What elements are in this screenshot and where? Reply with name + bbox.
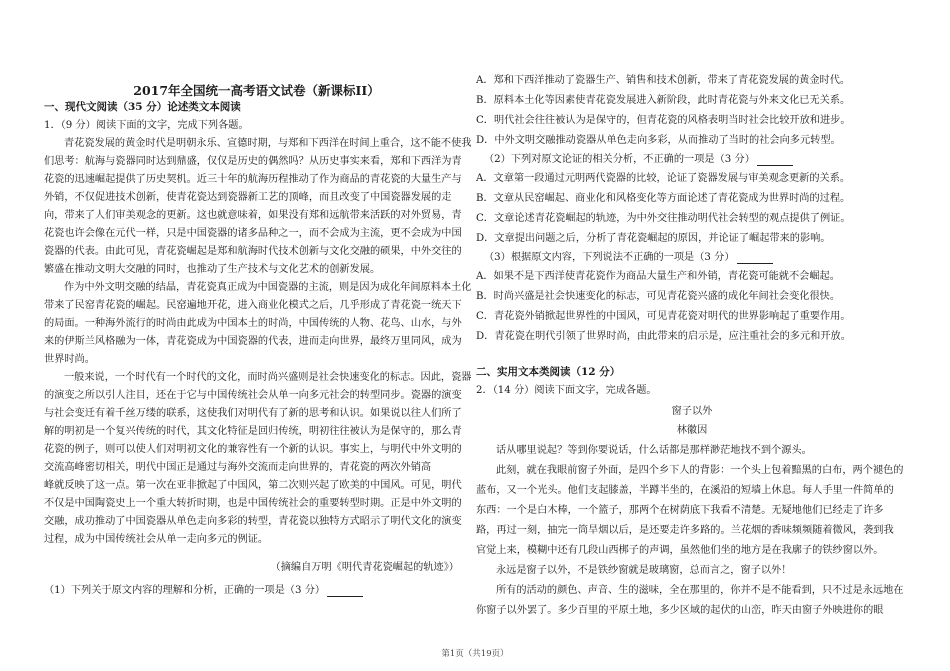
p1-line: 花瓷的迅速崛起提供了历史契机。近三十年的航海历程推动了作为商品的青花瓷的大量生产与 <box>44 174 462 185</box>
p1-line: 外销，不仅促进技术创新，使青花瓷达到瓷器新工艺的顶峰，而且改变了中国瓷器发展的走 <box>44 192 452 203</box>
p1-line: 繁盛在推动文明大交融的同时，也推动了生产技术与文化艺术的创新发展。 <box>44 264 381 275</box>
p3-line: 与社会变迁有着千丝万缕的联系，这使我们对明代有了新的思考和认识。如果说以往人们所了 <box>44 408 462 419</box>
q1-2-option-c: C．文章论述青花瓷崛起的轨迹，为中外交往推动明代社会转型的观点提供了例证。 <box>476 213 851 224</box>
article-p4-line: 所有的活动的颜色、声音、生的滋味，全在那里的，你并不是不能看到，只不过是永远地在 <box>496 585 904 596</box>
q1-2-option-d: D．文章提出问题之后，分析了青花瓷崛起的原因，并论证了崛起带来的影响。 <box>476 233 831 244</box>
q1-1-option-c: C．明代社会往往被认为是保守的，但青花瓷的风格表明当时社会比较开放和进步。 <box>476 115 851 126</box>
q1-1-text: （1）下列关于原文内容的理解和分析，正确的一项是（3 分） <box>44 585 326 596</box>
p1-line: 们思考：航海与瓷器同时达到鼎盛，仅仅是历史的偶然吗？从历史事实来看，郑和下西洋为青 <box>44 156 462 167</box>
p1-line: 青花瓷发展的黄金时代是明朝永乐、宣德时期，与郑和下西洋在时间上重合，这不能不使我 <box>64 138 472 149</box>
p2-line: 世界时尚。 <box>44 354 95 365</box>
article-p2-line: 蓝布，又一个光头。他们支起膝盖，半蹲半坐的，在溪沿的短墙上休息。每人手里一件简单的 <box>476 485 894 496</box>
q1-1-option-b: B．原料本土化等因素使青花瓷发展进入新阶段，此时青花瓷与外来文化已无关系。 <box>476 95 851 106</box>
answer-blank[interactable] <box>757 155 793 166</box>
p2-line: 来的伊斯兰风格融为一体，青花瓷成为中国瓷器的代表，进而走向世界，最终万里同风，成为 <box>44 336 462 347</box>
page-footer: 第1页（共19页） <box>441 649 509 659</box>
p1-line: 花瓷也许会像在元代一样，只是中国瓷器的诸多品种之一，而不会成为主流，更不会成为中国 <box>44 228 462 239</box>
p3-line: 一般来说，一个时代有一个时代的文化，而时尚兴盛则是社会快速变化的标志。因此，瓷器 <box>64 372 472 383</box>
q1-intro: 1．（9 分）阅读下面的文字，完成下列各题。 <box>44 120 249 131</box>
article-author: 林徽因 <box>676 425 708 436</box>
article-p1: 话从哪里说起？等到你要说话，什么话都是那样渺茫地找不到个源头。 <box>496 445 812 456</box>
q1-2-option-b: B．文章从民窑崛起、商业化和风格变化等方面论述了青花瓷成为世界时尚的过程。 <box>476 193 851 204</box>
answer-blank[interactable] <box>327 586 363 597</box>
q1-1-option-d: D．中外文明交融推动瓷器从单色走向多彩，从而推动了当时的社会向多元转型。 <box>476 135 841 146</box>
p3-line: 不仅是中国陶瓷史上一个重大转折时期，也是中国传统社会的重要转型时期。正是中外文明的 <box>44 498 462 509</box>
article-p2-line: 此刻，就在我眼前窗子外面，是四个乡下人的背影：一个头上包着黯黑的白布，两个褪色的 <box>496 465 904 476</box>
p2-line: 作为中外文明交融的结晶，青花瓷真正成为中国瓷器的主流，则是因为成化年间原料本土化 <box>64 282 472 293</box>
section2-heading: 二、实用文本类阅读（12 分） <box>476 366 621 378</box>
q1-1-option-a: A．郑和下西洋推动了瓷器生产、销售和技术创新，带来了青花瓷发展的黄金时代。 <box>476 75 851 86</box>
p3-line: 花瓷的例子，则可以使人们对明初文化的兼容性有一个新的认识。事实上，与明代中外文明的 <box>44 444 462 455</box>
q1-3-option-b: B．时尚兴盛是社会快速变化的标志，可见青花瓷兴盛的成化年间社会变化很快。 <box>476 291 841 302</box>
answer-blank[interactable] <box>737 253 773 264</box>
article-title: 窗子以外 <box>671 406 713 417</box>
p3-line: 过程，成为中国传统社会从单一走向多元的例证。 <box>44 534 269 545</box>
p2-line: 的局面。一种海外流行的时尚由此成为中国本土的时尚，中国传统的人物、花鸟、山水，与外 <box>44 318 462 329</box>
p1-line: 向，带来了人们审美观念的更新。这也就意味着，如果没有郑和远航带来活跃的对外贸易，青 <box>44 210 462 221</box>
p3-line: 交流高峰密切相关，明代中国正是通过与海外交流而走向世界的，青花瓷的两次外销高 <box>44 462 432 473</box>
p2-line: 带来了民窑青花瓷的崛起。民窑遍地开花，进入商业化模式之后，几乎形成了青花瓷一统天下 <box>44 300 462 311</box>
source-citation: （摘编自万明《明代青花瓷崛起的轨迹》） <box>270 562 459 573</box>
q1-3-option-a: A．如果不是下西洋使青花瓷作为商品大量生产和外销，青花瓷可能就不会崛起。 <box>476 271 840 282</box>
p3-line: 的演变之所以引人注目，还在于它与中国传统社会从单一向多元社会的转型同步。瓷器的演变 <box>44 390 462 401</box>
article-p2-line: 路，再过一刻，抽完一筒旱烟以后，是还要走许多路的。兰花烟的香味频频随着微风，袭到我 <box>476 525 894 536</box>
q1-3-question <box>476 251 773 264</box>
p3-line: 峰就反映了这一点。第一次在亚非掀起了中国风，第二次则兴起了欧美的中国风。可见，明代 <box>44 480 462 491</box>
p1-line: 瓷器的代表。由此可见，青花瓷崛起是郑和航海时代技术创新与文化交融的硕果，中外交往的 <box>44 246 462 257</box>
q1-1-question <box>44 584 363 597</box>
q2-intro: 2．（14 分）阅读下面文字，完成各题。 <box>476 385 657 396</box>
q1-2-option-a: A．文章第一段通过元明两代瓷器的比较，论证了瓷器发展与审美观念更新的关系。 <box>476 173 851 184</box>
article-p2-line: 官觉上来，模糊中还有几段山西梆子的声调，虽然他们坐的地方是在我廓子的铁纱窗以外。 <box>476 545 884 556</box>
q1-3-text: （3）根据原文内容，下列说法不正确的一项是（3 分） <box>484 252 735 263</box>
article-p3: 永远是窗子以外，不是铁纱窗就是玻璃窗，总而言之，窗子以外！ <box>496 565 792 576</box>
q1-3-option-c: C．青花瓷外销掀起世界性的中国风，可见青花瓷对明代的世界影响起了重要作用。 <box>476 311 851 322</box>
q1-2-question <box>476 153 793 166</box>
q1-2-text: （2）下列对原文论证的相关分析，不正确的一项是（3 分） <box>484 154 755 165</box>
p3-line: 交融，成功推动了中国瓷器从单色走向多彩的转型，青花瓷以独特方式昭示了明代文化的演变 <box>44 516 462 527</box>
q1-3-option-d: D．青花瓷在明代引领了世界时尚，由此带来的启示是，应注重社会的多元和开放。 <box>476 331 851 342</box>
p3-line: 解的明初是一个复兴传统的时代，其文化特征是回归传统，明初往往被认为是保守的，那么青 <box>44 426 462 437</box>
document-title: 2017年全国统一高考语文试卷（新课标II） <box>133 84 380 97</box>
article-p2-line: 东西：一个是白木棒，一个篮子，那两个在树荫底下我看不清楚。无疑地他们已经走了许多 <box>476 505 884 516</box>
section1-heading: 一、现代文阅读（35 分）论述类文本阅读 <box>44 101 241 113</box>
article-p4-line: 你窗子以外罢了。多少百里的平原土地，多少区域的起伏的山峦，昨天由窗子外映进你的眼 <box>476 605 884 616</box>
